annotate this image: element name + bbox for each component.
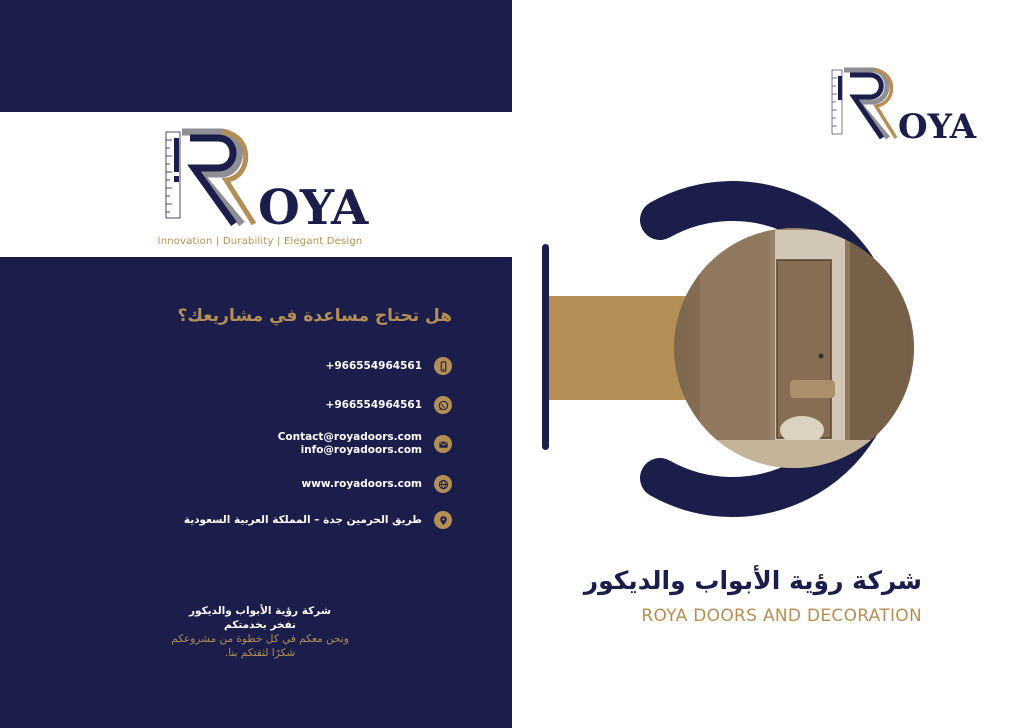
closing-message bbox=[150, 604, 370, 660]
location-icon bbox=[434, 511, 452, 529]
email-secondary[interactable]: info@royadoors.com bbox=[300, 444, 422, 456]
closing-line-4: شكرًا لثقتكم بنا. bbox=[224, 647, 296, 659]
website-row[interactable] bbox=[52, 475, 452, 493]
closing-line-1: شركة رؤية الأبواب والديكور bbox=[188, 605, 332, 617]
logo-wordmark: OYA bbox=[258, 180, 369, 234]
whatsapp-number: +966554964561 bbox=[325, 398, 422, 411]
brand-tagline: Innovation | Durability | Elegant Design bbox=[157, 236, 363, 247]
website-link[interactable]: www.royadoors.com bbox=[301, 477, 422, 490]
whatsapp-icon bbox=[434, 396, 452, 414]
logo-wordmark-small: OYA bbox=[898, 107, 977, 146]
whatsapp-row[interactable] bbox=[52, 396, 452, 414]
door-photo-graphic bbox=[540, 160, 960, 540]
email-addresses bbox=[278, 431, 422, 457]
email-icon bbox=[434, 435, 452, 453]
address-text: طريق الحرمين جدة – المملكة العربية السعودية bbox=[183, 513, 422, 526]
phone-icon bbox=[434, 357, 452, 375]
email-primary[interactable]: Contact@royadoors.com bbox=[277, 431, 422, 443]
closing-line-2: نفخر بخدمتكم bbox=[224, 619, 296, 631]
phone-row[interactable] bbox=[52, 357, 452, 375]
company-title-arabic: شركة رؤية الأبواب والديكور bbox=[583, 566, 922, 595]
roya-logo-small bbox=[830, 66, 980, 146]
phone-number: +966554964561 bbox=[325, 359, 422, 372]
roya-logo bbox=[160, 124, 370, 234]
email-row[interactable] bbox=[52, 431, 452, 457]
globe-icon bbox=[434, 475, 452, 493]
address-row bbox=[52, 511, 452, 529]
help-heading: هل تحتاج مساعدة في مشاريعك؟ bbox=[177, 306, 452, 326]
closing-line-3: ونحن معكم في كل خطوة من مشروعكم bbox=[171, 633, 349, 645]
company-title-english: ROYA DOORS AND DECORATION bbox=[641, 606, 922, 626]
